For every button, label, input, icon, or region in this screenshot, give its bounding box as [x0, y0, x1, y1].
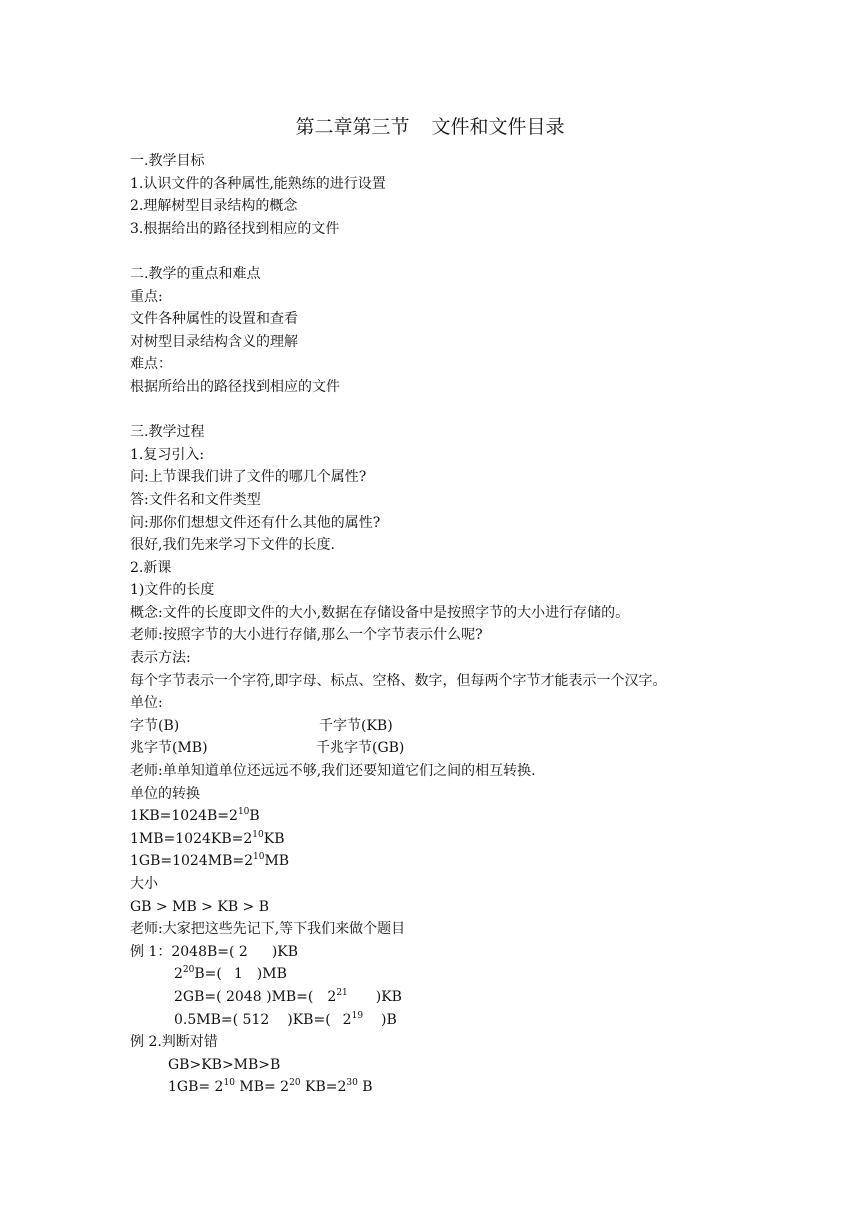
example-1-line: 例 1：2048B=( 2 )KB: [130, 943, 299, 960]
unit-row: [130, 715, 810, 738]
dialogue-line: 问:那你们想想文件还有什么其他的属性?: [130, 514, 381, 531]
conversion-line: $1MB=1024KB=2^{10}KB$: [130, 829, 285, 847]
objective-item: 1.认识文件的各种属性,能熟练的进行设置: [130, 175, 386, 192]
example-2-line: GB>KB>MB>B: [168, 1056, 281, 1073]
unit-label: 单位:: [130, 695, 163, 712]
method-text: 每个字节表示一个字符,即字母、标点、空格、数字，但每两个字节才能表示一个汉字。: [130, 672, 667, 689]
dialogue-line: 老师:单单知道单位还远远不够,我们还要知道它们之间的相互转换.: [130, 763, 536, 780]
unit-cell: 千字节(KB): [319, 717, 393, 734]
example-label: 例 1：: [130, 943, 172, 960]
document-body: [130, 150, 810, 1099]
unit-cell: 兆字节(MB): [130, 740, 208, 757]
subsection-heading: 1)文件的长度: [130, 582, 215, 599]
dialogue-line: 答:文件名和文件类型: [130, 491, 261, 508]
dialogue-line: 老师:按照字节的大小进行存储,那么一个字节表示什么呢?: [130, 627, 483, 644]
unit-cell: 千兆字节(GB): [316, 740, 405, 757]
objective-item: 2.理解树型目录结构的概念: [130, 198, 298, 215]
difficulty-label: 难点：: [130, 356, 172, 373]
review-heading: 1.复习引入:: [130, 446, 205, 463]
size-order: GB > MB > KB > B: [130, 898, 270, 915]
title-chapter: 第二章第三节: [295, 116, 410, 138]
dialogue-line: 很好,我们先来学习下文件的长度.: [130, 537, 335, 554]
title-topic: 文件和文件目录: [431, 116, 565, 138]
dialogue-line: 老师:大家把这些先记下,等下我们来做个题目: [130, 921, 406, 938]
method-label: 表示方法:: [130, 650, 191, 667]
unit-cell: 字节(B): [130, 717, 180, 734]
objective-item: 3.根据给出的路径找到相应的文件: [130, 220, 340, 237]
size-label: 大小: [130, 876, 158, 892]
example-1-line: 0.5MB=( 512 )KB=( $2^{19}$ )B: [174, 1010, 397, 1028]
section-heading: 二.教学的重点和难点: [130, 265, 261, 282]
section-heading: 一.教学目标: [130, 153, 205, 169]
difficulty-item: 根据所给出的路径找到相应的文件: [130, 378, 340, 395]
section-heading: 三.教学过程: [130, 424, 205, 441]
new-lesson-heading: 2.新课: [130, 559, 172, 576]
dialogue-line: 问:上节课我们讲了文件的哪几个属性?: [130, 469, 367, 486]
example-2-line: $1GB= 2^{10}$ $MB= 2^{20}$ $KB=2^{30}$ B: [168, 1078, 373, 1096]
example-2-label: 例 2.判断对错: [130, 1034, 218, 1051]
key-point-label: 重点:: [130, 288, 163, 305]
example-1-line: 2GB=( 2048 )MB=( $2^{21}$ )KB: [174, 987, 402, 1005]
page-title: [0, 113, 860, 141]
key-point-item: 文件各种属性的设置和查看: [130, 311, 298, 328]
example-1-line: $2^{20}B=$( 1 )MB: [174, 965, 287, 983]
conversion-line: $1KB=1024B=2^{10}B$: [130, 807, 260, 825]
conversion-label: 单位的转换: [130, 785, 200, 802]
conversion-line: $1GB=1024MB=2^{10}MB$: [130, 852, 290, 870]
concept-text: 概念:文件的长度即文件的大小,数据在存储设备中是按照字节的大小进行存储的。: [130, 604, 630, 621]
unit-row: [130, 737, 810, 760]
key-point-item: 对树型目录结构含义的理解: [130, 333, 298, 350]
